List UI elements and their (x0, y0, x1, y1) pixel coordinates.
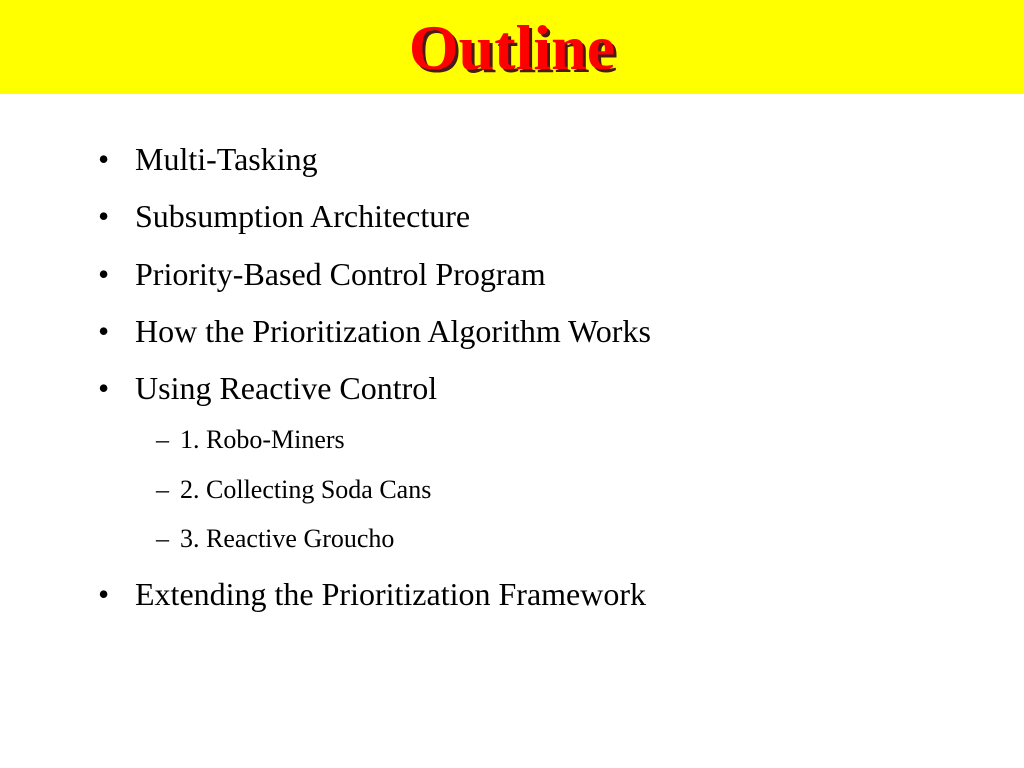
outline-item-label: How the Prioritization Algorithm Works (135, 313, 651, 349)
dash-icon: – (156, 425, 169, 454)
bullet-icon: • (98, 313, 110, 349)
outline-item-label: Multi-Tasking (135, 141, 318, 177)
bullet-icon: • (98, 141, 110, 177)
outline-item-label: Using Reactive Control (135, 370, 438, 406)
outline-subitem-label: 3. Reactive Groucho (180, 524, 395, 553)
outline-item-label: Extending the Prioritization Framework (135, 576, 646, 612)
dash-icon: – (156, 475, 169, 504)
bullet-icon: • (98, 256, 110, 292)
dash-icon: – (156, 524, 169, 553)
outline-item-label: Priority-Based Control Program (135, 256, 546, 292)
slide-title: Outline (408, 12, 616, 83)
bullet-icon: • (98, 370, 110, 406)
outline-subitem-label: 1. Robo-Miners (180, 425, 345, 454)
bullet-icon: • (98, 198, 110, 234)
outline-subitem-label: 2. Collecting Soda Cans (180, 475, 432, 504)
bullet-icon: • (98, 576, 110, 612)
outline-item-label: Subsumption Architecture (135, 198, 471, 234)
